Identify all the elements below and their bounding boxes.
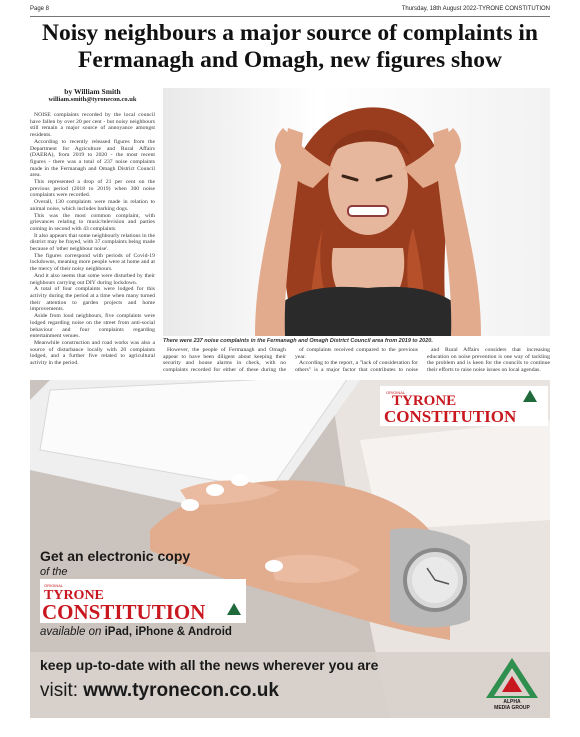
page-number: Page 8 [30,6,50,12]
author-email[interactable]: william.smith@tyronecon.co.uk [48,96,137,103]
woman-covering-ears-image [163,88,550,336]
paragraph: And it also seems that some were disturbed by their neighbours carrying out DIY during lockdown. [30,272,155,286]
paragraph: Aside from loud neighbours, five complaints were lodged regarding noise on the street from anti-social behaviour and four complaints regarding entertainment venues. [30,313,155,340]
article-column-2 [163,347,286,372]
paragraph: This represented a drop of 21 per cent on the previous period (2018 to 2019) when 300 noise complaints were recorded. [30,179,155,199]
website-link[interactable]: www.tyronecon.co.uk [83,680,279,701]
header-rule [30,16,550,17]
paragraph: A total of four complaints were lodged for this activity during the period at a time when many turned their attention to garden projects and home improvements. [30,286,155,313]
availability-prefix: available on [40,626,105,638]
paragraph: According to recently released figures from the Department for Agriculture and Rural Affairs (DAERA), from 2019 to 2020 - the most recent figures - there was a total of 237 noise complaints made in the Fermanagh and Omagh District Council area. [30,138,155,179]
article-column-1 [30,112,155,372]
availability-devices: iPad, iPhone & Android [104,626,232,638]
paragraph: According to the report, a "lack of consideration for others" is a major factor that contributes to noise [295,360,418,372]
masthead-line1: TYRONE [44,588,104,603]
article-photo [163,88,550,336]
paragraph: Overall, 130 complaints were made in relation to animal noise, which includes barking dogs. [30,199,155,212]
masthead-small: ORIGINAL [386,390,406,395]
ad-tagline: keep up-to-date with all the news wherever you are [40,657,379,673]
paragraph: of complaints received compared to the previous year. [295,347,418,360]
publisher-line1: ALPHA [503,699,521,705]
tyrone-constitution-logo [40,579,246,623]
article-column-3 [295,347,418,372]
visit-prefix: visit: [40,680,84,701]
headline: Noisy neighbours a major source of complaints in Fermanagh and Omagh, new figures show [42,20,538,73]
publisher-line2: MEDIA GROUP [494,705,530,711]
photo-caption: There were 237 noise complaints in the Fermanagh and Omagh District Council area from 2019 to 2020. [163,338,433,344]
article-column-4 [427,347,550,372]
ad-subline: of the [40,566,68,578]
paragraph: and Rural Affairs considers that increasing education on noise prevention is one way of tackling the problem and is keen for the councils to continue their efforts to raise noise issues on local agendas. [427,347,550,372]
dateline: Thursday, 18th August 2022-TYRONE CONSTITUTION [401,6,550,12]
paragraph: The figures correspond with periods of Covid-19 lockdowns, meaning more people were at home and at the mercy of their noisy neighbours. [30,252,155,273]
masthead-line2: CONSTITUTION [384,407,517,426]
masthead-line2: CONSTITUTION [42,600,206,623]
author-name: by William Smith [64,87,121,96]
paragraph: This was the most common complaint, with grievances relating to music/television and parties coming in second with 43 complaints. [30,212,155,232]
paragraph: Meanwhile construction and road works was also a source of disturbance locally with 20 complaints lodged, and a further five related to agricultural activity in the period. [30,339,155,367]
byline [30,88,155,104]
masthead-line1: TYRONE [392,393,457,409]
ad-visit-line[interactable] [40,680,279,702]
paragraph: It also appears that some neighbourly relations in the district may be frayed, with 37 complaints being made because of 'other neighbour noise'. [30,232,155,253]
ad-headline: Get an electronic copy [40,548,191,564]
tyrone-constitution-logo [380,386,548,426]
masthead-small: ORIGINAL [44,583,64,588]
alpha-media-text [480,699,544,711]
page-header [30,6,550,16]
subscription-advert[interactable] [30,380,550,718]
paragraph: However, the people of Fermanagh and Omagh appear to have been diligent about keeping their security and house alarms in check, with no complaints recorded for either of these during the [163,347,286,372]
paragraph: NOISE complaints recorded by the local council have fallen by over 20 per cent - but noisy neighbours still remain a major source of annoyance amongst residents. [30,112,155,139]
ad-availability [40,626,232,638]
